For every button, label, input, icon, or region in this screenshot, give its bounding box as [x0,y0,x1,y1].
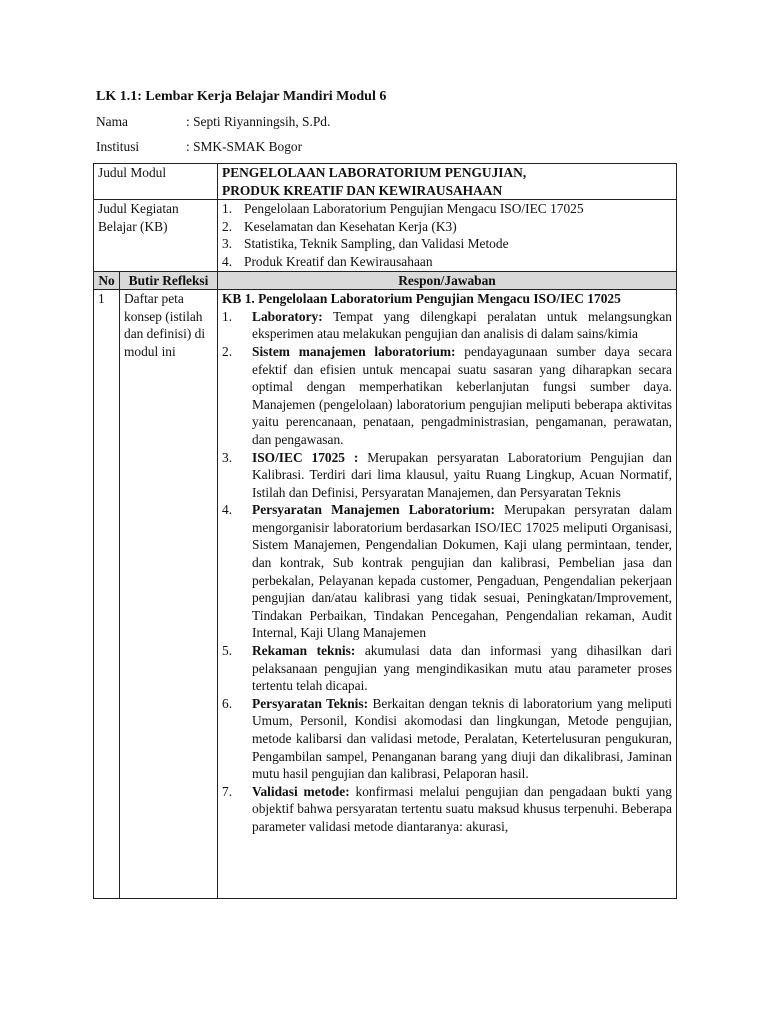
row-number: 1 [94,290,120,899]
definition-number: 4. [222,502,233,518]
institusi-label: Institusi [96,139,140,154]
kb-item [222,235,672,253]
definition-item [222,501,672,642]
definition-term: Sistem manajemen laboratorium: [252,343,456,359]
definition-body [252,343,672,449]
definition-text: konfirmasi melalui pengujian dan pengadaan bukti yang objektif bahwa persyaratan tertentu suatu maksud khusus terpenuhi. Beberapa parameter validasi metode diantaranya: akurasi, [252,783,672,834]
definition-text: Merupakan persyratan dalam mengorganisir laboratorium berdasarkan ISO/IEC 17025 meliputi Organisasi, Sistem Manajemen, Pengendalian Dokumen, Kaji ulang permintaan, tender, dan kontrak, Sub kontrak pengujian dan kalibrasi, Pembelian jasa dan perbekalan, Pelayanan kepada customer, Pengaduan, Pengendalian pekerjaan pengujian dan/atau kalibrasi yang tidak sesuai, Peningkatan/Improvement, Tindakan Perbaikan, Tindakan Pencegahan, Pengendalian rekaman, Audit Internal, Kaji Ulang Manajemen [252,502,672,641]
respon-content [222,290,672,898]
header-no: No [94,271,120,290]
definition-text: Tempat yang dilengkapi peralatan untuk melangsungkan eksperimen atau melakukan pengujian dan analisis di dalam sains/kimia [252,308,672,342]
definition-number: 3. [222,449,233,465]
definition-term: Persyaratan Manajemen Laboratorium: [252,502,495,518]
kb-item-text: Statistika, Teknik Sampling, dan Validasi Metode [244,236,509,252]
worksheet-table [93,163,677,899]
definition-term: Rekaman teknis: [252,643,356,659]
nama-row [96,113,330,131]
nama-value: : Septi Riyanningsih, S.Pd. [186,114,331,129]
judul-kb-label: Judul Kegiatan Belajar (KB) [94,200,218,271]
definition-number: 2. [222,343,233,359]
judul-modul-row [94,164,677,200]
kb-item-text: Keselamatan dan Kesehatan Kerja (K3) [244,218,457,234]
header-butir-refleksi: Butir Refleksi [120,271,218,290]
definition-number: 1. [222,308,233,324]
definition-body [252,449,672,502]
definition-term: Validasi metode: [252,783,350,799]
kb-list-cell [218,200,677,271]
institusi-row [96,138,302,156]
definition-item [222,695,672,783]
judul-kb-row [94,200,677,271]
kb-list [222,200,672,270]
institusi-value: : SMK-SMAK Bogor [186,139,303,154]
definition-body [252,642,672,695]
header-respon-jawaban: Respon/Jawaban [218,271,677,290]
judul-modul-line1: PENGELOLAAN LABORATORIUM PENGUJIAN, [222,165,527,180]
definition-text: akumulasi data dan informasi yang dihasilkan dari pelaksanaan pengujian yang mengindikasikan mutu atau parameter proses tertentu telah dicapai. [252,643,672,694]
kb-item [222,253,672,271]
definition-item [222,449,672,502]
definition-body [252,695,672,783]
judul-modul-value [218,164,677,200]
definition-text: Merupakan persyaratan Laboratorium Pengujian dan Kalibrasi. Terdiri dari lima klausul, yaitu Ruang Lingkup, Acuan Normatif, Istilah dan Definisi, Persyaratan Manajemen, dan Persyaratan Teknis [252,449,672,500]
respon-cell [218,290,677,899]
definition-item [222,308,672,343]
judul-modul-label: Judul Modul [94,164,218,200]
definition-number: 5. [222,643,233,659]
table-header-row [94,271,677,290]
butir-refleksi-text: Daftar peta konsep (istilah dan definisi) di modul ini [120,290,218,899]
kb-item [222,200,672,218]
nama-label: Nama [96,114,128,129]
kb-item-text: Produk Kreatif dan Kewirausahaan [244,253,433,269]
definition-text: Berkaitan dengan teknis di laboratorium yang meliputi Umum, Personil, Kondisi akomodasi dan lingkungan, Metode pengujian, metode kalibarsi dan validasi metode, Peralatan, Ketertelusuran pengukuran, Pengambilan sampel, Penanganan barang yang diuji dan dikalibrasi, Jaminan mutu hasil pengujian dan kalibrasi, Pelaporan hasil. [252,695,672,782]
definition-body [252,501,672,642]
definition-list [222,308,672,836]
definition-body [252,308,672,343]
kb-item-text: Pengelolaan Laboratorium Pengujian Mengacu ISO/IEC 17025 [244,201,584,217]
definition-term: Persyaratan Teknis: [252,695,369,711]
kb-item-number: 2. [222,218,233,234]
definition-term: ISO/IEC 17025 : [252,449,359,465]
table-row [94,290,677,899]
definition-item [222,642,672,695]
judul-modul-line2: PRODUK KREATIF DAN KEWIRAUSAHAAN [222,182,503,198]
definition-text: pendayagunaan sumber daya secara efektif dan efisien untuk mencapai suatu sasaran yang diharapkan secara optimal dengan memperhatikan keberlanjutan fungsi sumber daya. Manajemen (pengelolaan) laboratorium pengujian meliputi beberapa aktivitas yaitu perencanaan, penataan, pengadministrasian, pengamanan, perawatan, dan pengawasan. [252,343,672,447]
kb-item-number: 3. [222,236,233,252]
kb-item-number: 4. [222,253,233,269]
definition-term: Laboratory: [252,308,323,324]
definition-body [252,783,672,836]
kb-item-number: 1. [222,201,233,217]
kb-item [222,218,672,236]
kb1-heading: KB 1. Pengelolaan Laboratorium Pengujian Mengacu ISO/IEC 17025 [222,291,621,307]
worksheet-title: LK 1.1: Lembar Kerja Belajar Mandiri Modul 6 [96,89,387,104]
definition-number: 7. [222,783,233,799]
definition-item [222,343,672,449]
definition-number: 6. [222,695,233,711]
definition-item [222,783,672,836]
